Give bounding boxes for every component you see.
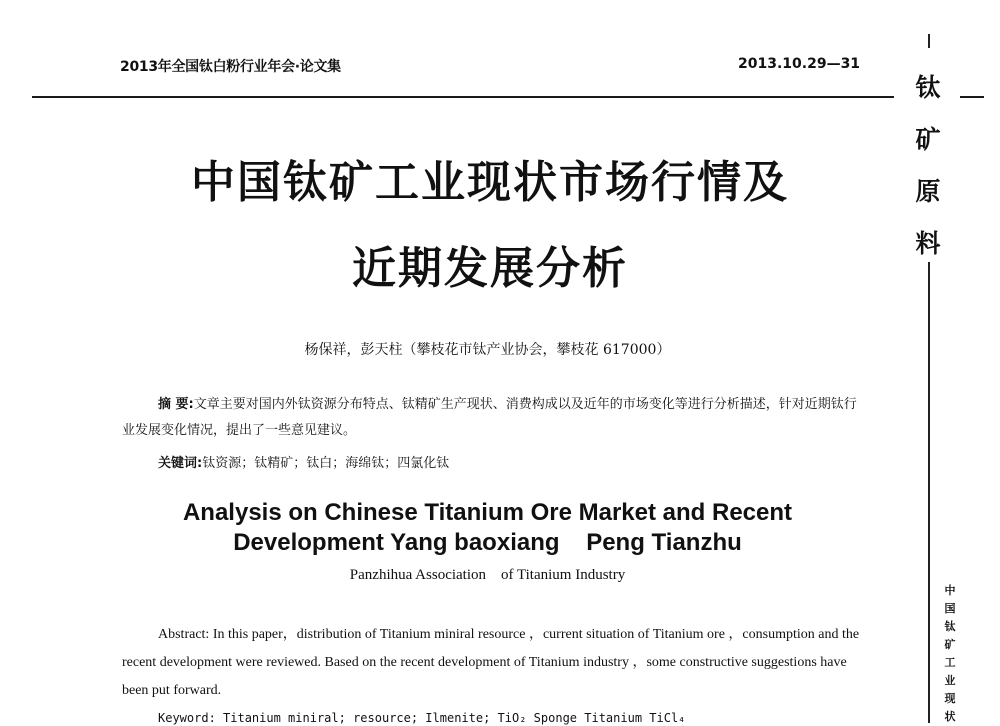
article-title-en [120, 498, 855, 558]
side-tab-rule [960, 96, 984, 98]
title-en-line1: Analysis on Chinese Titanium Ore Market and Recent [182, 499, 793, 526]
article-title-cn-line2: 近期发展分析 [352, 243, 628, 294]
side-top-tick [928, 34, 930, 48]
side-sub-char: 矿 [944, 638, 956, 651]
running-header-left: 2013年全国钛白粉行业年会·论文集 [120, 59, 341, 75]
side-sub-char: 现 [944, 692, 956, 705]
authors-cn: 杨保祥，彭天柱（攀枝花市钛产业协会，攀枝花 617000） [304, 342, 671, 358]
title-en-line2: Development Yang baoxiang Peng Tianzhu [233, 529, 742, 556]
affiliation-en: Panzhihua Association of Titanium Industry [349, 567, 626, 583]
keywords-cn [158, 452, 449, 471]
side-title-char: 料 [915, 229, 941, 258]
abstract-label-cn: 摘 要: [158, 397, 194, 412]
side-title-char: 矿 [915, 125, 941, 154]
side-title-char: 钛 [915, 73, 941, 102]
keywords-text-cn: 钛资源；钛精矿；钛白；海绵钛；四氯化钛 [202, 456, 450, 471]
side-sub-char: 业 [944, 674, 956, 687]
abstract-en: Abstract: In this paper，distribution of Titanium miniral resource ，current situation of Titanium ore ，consumption and the recent development were reviewed. Based on the recent development of Titanium industry ，some constructive suggestions have been put forward. [122, 627, 860, 698]
keywords-label-cn: 关键词: [158, 456, 203, 471]
header-rule [32, 96, 894, 98]
running-header-date: 2013.10.29—31 [738, 56, 861, 72]
side-sub-char: 状 [944, 710, 956, 723]
side-title-char: 原 [915, 177, 941, 206]
side-sub-char: 工 [944, 656, 956, 669]
side-sub-char: 中 [944, 584, 956, 597]
keywords-en: Keyword: Titanium miniral; resource; Ilmenite; TiO₂ Sponge Titanium TiCl₄ [158, 711, 686, 725]
side-vertical-rule [928, 262, 930, 723]
side-sub-char: 钛 [944, 620, 956, 633]
abstract-cn [122, 392, 862, 444]
side-running-title [940, 582, 960, 726]
side-sub-char: 国 [944, 602, 956, 615]
abstract-text-cn: 文章主要对国内外钛资源分布特点、钛精矿生产现状、消费构成以及近年的市场变化等进行分析描述，针对近期钛行业发展变化情况，提出了一些意见建议。 [122, 397, 857, 438]
article-title-cn-line1: 中国钛矿工业现状市场行情及 [191, 157, 789, 208]
